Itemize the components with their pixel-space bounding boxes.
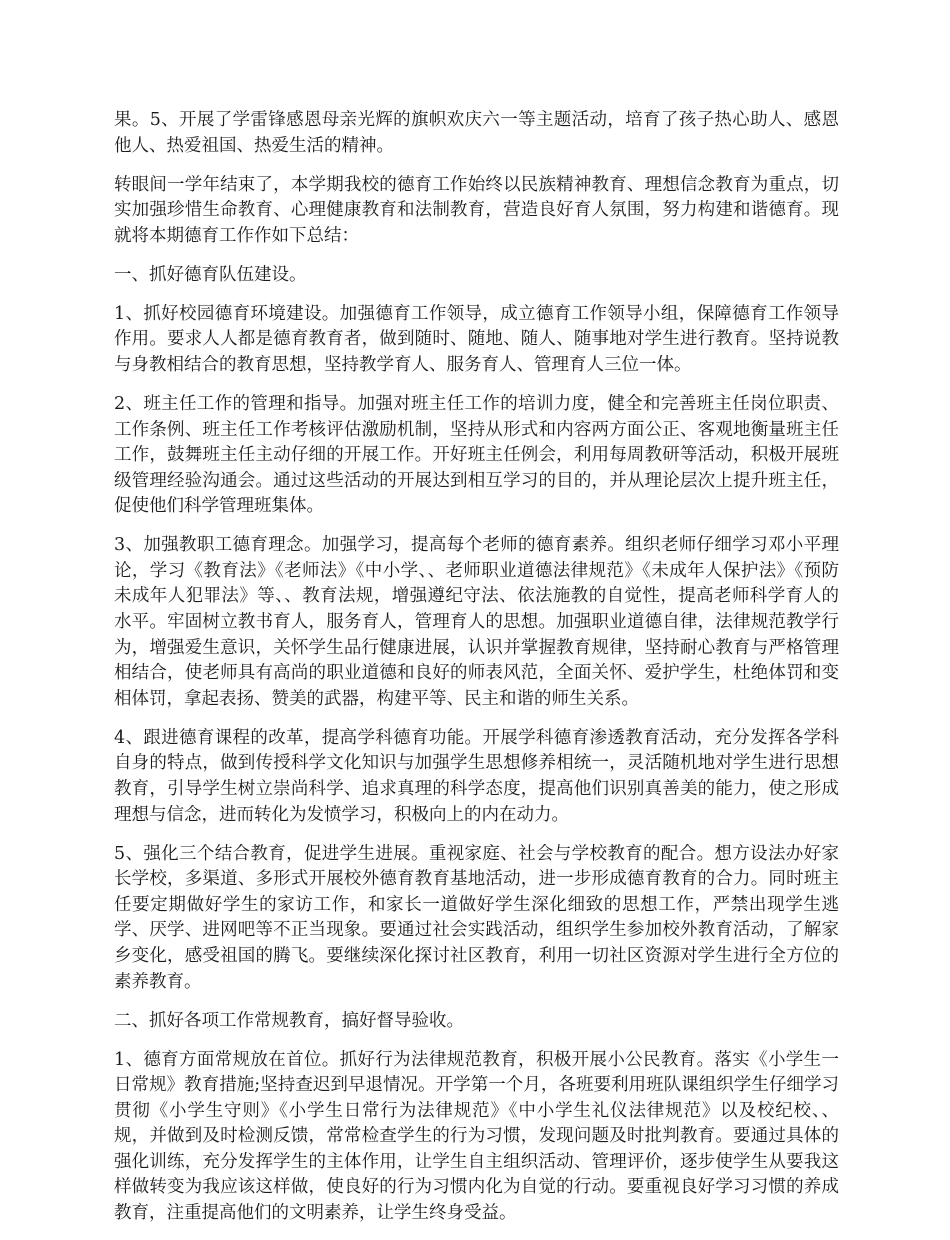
paragraph: 5、强化三个结合教育，促进学生进展。重视家庭、社会与学校教育的配合。想方设法办好家长学校，多渠道、多形式开展校外德育教育基地活动，进一步形成德育教育的合力。同时班主任要定期做好学生的家访工作，和家长一道做好学生深化细致的思想工作，严禁出现学生逃学、厌学、进网吧等不正当现象。要通过社会实践活动，组织学生参加校外教育活动，了解家乡变化，感受祖国的腾飞。要继续深化探讨社区教育，利用一切社区资源对学生进行全方位的素养教育。 [114,843,839,992]
document-body [114,108,839,1240]
paragraph: 转眼间一学年结束了，本学期我校的德育工作始终以民族精神教育、理想信念教育为重点，切实加强珍惜生命教育、心理健康教育和法制教育，营造良好育人氛围，努力构建和谐德育。现就将本期德育工作作如下总结： [114,174,839,246]
paragraph: 2、班主任工作的管理和指导。加强对班主任工作的培训力度，健全和完善班主任岗位职责、工作条例、班主任工作考核评估激励机制，坚持从形式和内容两方面公正、客观地衡量班主任工作，鼓舞班主任主动仔细的开展工作。开好班主任例会，利用每周教研等活动，积极开展班级管理经验沟通会。通过这些活动的开展达到相互学习的目的，并从理论层次上提升班主任，促使他们科学管理班集体。 [114,393,839,517]
paragraph: 果。5、开展了学雷锋感恩母亲光辉的旗帜欢庆六一等主题活动，培育了孩子热心助人、感恩他人、热爱祖国、热爱生活的精神。 [114,110,839,156]
section-heading: 二、抓好各项工作常规教育，搞好督导验收。 [114,1010,464,1031]
paragraph: 4、跟进德育课程的改革，提高学科德育功能。开展学科德育渗透教育活动，充分发挥各学科自身的特点，做到传授科学文化知识与加强学生思想修养相统一，灵活随机地对学生进行思想教育，引导学生树立崇尚科学、追求真理的科学态度，提高他们识别真善美的能力，使之形成理想与信念，进而转化为发愤学习，积极向上的内在动力。 [114,727,839,825]
paragraph: 1、德育方面常规放在首位。抓好行为法律规范教育，积极开展小公民教育。落实《小学生一日常规》教育措施;坚持查迟到早退情况。开学第一个月，各班要利用班队课组织学生仔细学习贯彻《小学生守则》《小学生日常行为法律规范》《中小学生礼仪法律规范》以及校纪校、、规，并做到及时检测反馈，常常检查学生的行为习惯，发现问题及时批判教育。要通过具体的强化训练，充分发挥学生的主体作用，让学生自主组织活动、管理评价，逐步使学生从要我这样做转变为我应该这样做，使良好的行为习惯内化为自觉的行动。要重视良好学习习惯的养成教育，注重提高他们的文明素养，让学生终身受益。 [114,1049,839,1224]
paragraph: 3、加强教职工德育理念。加强学习，提高每个老师的德育素养。组织老师仔细学习邓小平理论，学习《教育法》《老师法》《中小学、、老师职业道德法律规范》《未成年人保护法》《预防未成年人犯罪法》等、、教育法规，增强遵纪守法、依法施教的自觉性，提高老师科学育人的水平。牢固树立教书育人，服务育人，管理育人的思想。加强职业道德自律，法律规范教学行为，增强爱生意识，关怀学生品行健康进展，认识并掌握教育规律，坚持耐心教育与严格管理相结合，使老师具有高尚的职业道德和良好的师表风范，全面关怀、爱护学生，杜绝体罚和变相体罚，拿起表扬、赞美的武器，构建平等、民主和谐的师生关系。 [114,535,839,709]
paragraph: 1、抓好校园德育环境建设。加强德育工作领导，成立德育工作领导小组，保障德育工作领导作用。要求人人都是德育教育者，做到随时、随地、随人、随事地对学生进行教育。坚持说教与身教相结合的教育思想，坚持教学育人、服务育人、管理育人三位一体。 [114,303,839,375]
section-heading: 一、抓好德育队伍建设。 [114,264,307,285]
